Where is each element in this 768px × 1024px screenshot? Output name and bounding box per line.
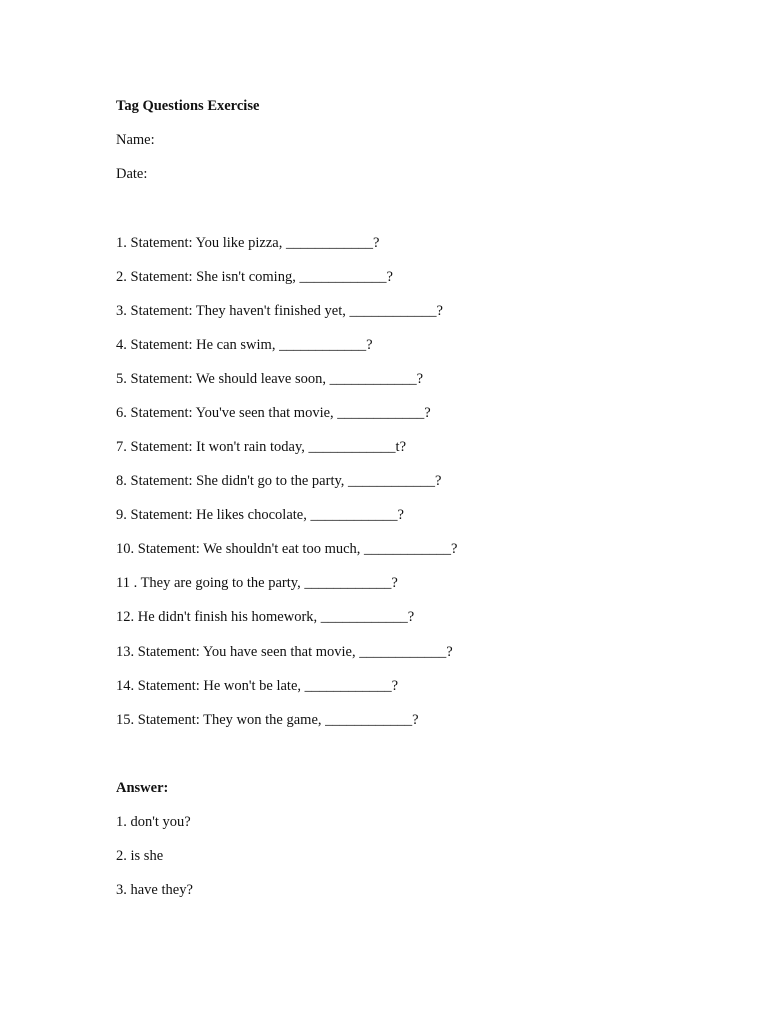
question-item: 5. Statement: We should leave soon, ____________? (116, 371, 424, 387)
answer-heading: Answer: (116, 780, 169, 796)
question-item: 3. Statement: They haven't finished yet, ____________? (116, 303, 443, 319)
question-item: 7. Statement: It won't rain today, ____________t? (116, 439, 407, 455)
date-label: Date: (116, 166, 148, 182)
question-item: 10. Statement: We shouldn't eat too much, ____________? (116, 541, 458, 557)
question-item: 6. Statement: You've seen that movie, ____________? (116, 405, 431, 421)
answer-item: 1. don't you? (116, 814, 191, 830)
worksheet-page (116, 0, 736, 1024)
question-item: 12. He didn't finish his homework, ____________? (116, 609, 415, 625)
question-item: 13. Statement: You have seen that movie, ____________? (116, 644, 453, 660)
question-item: 14. Statement: He won't be late, ____________? (116, 678, 399, 694)
worksheet-title: Tag Questions Exercise (116, 98, 260, 114)
question-item: 1. Statement: You like pizza, ____________? (116, 235, 380, 251)
name-label: Name: (116, 132, 155, 148)
question-item: 4. Statement: He can swim, ____________? (116, 337, 373, 353)
answer-item: 2. is she (116, 848, 164, 864)
question-item: 8. Statement: She didn't go to the party, ____________? (116, 473, 442, 489)
question-item: 2. Statement: She isn't coming, ____________? (116, 269, 393, 285)
answer-item: 3. have they? (116, 882, 193, 898)
question-item: 15. Statement: They won the game, ____________? (116, 712, 419, 728)
question-item: 11 . They are going to the party, ____________? (116, 575, 398, 591)
question-item: 9. Statement: He likes chocolate, ____________? (116, 507, 404, 523)
